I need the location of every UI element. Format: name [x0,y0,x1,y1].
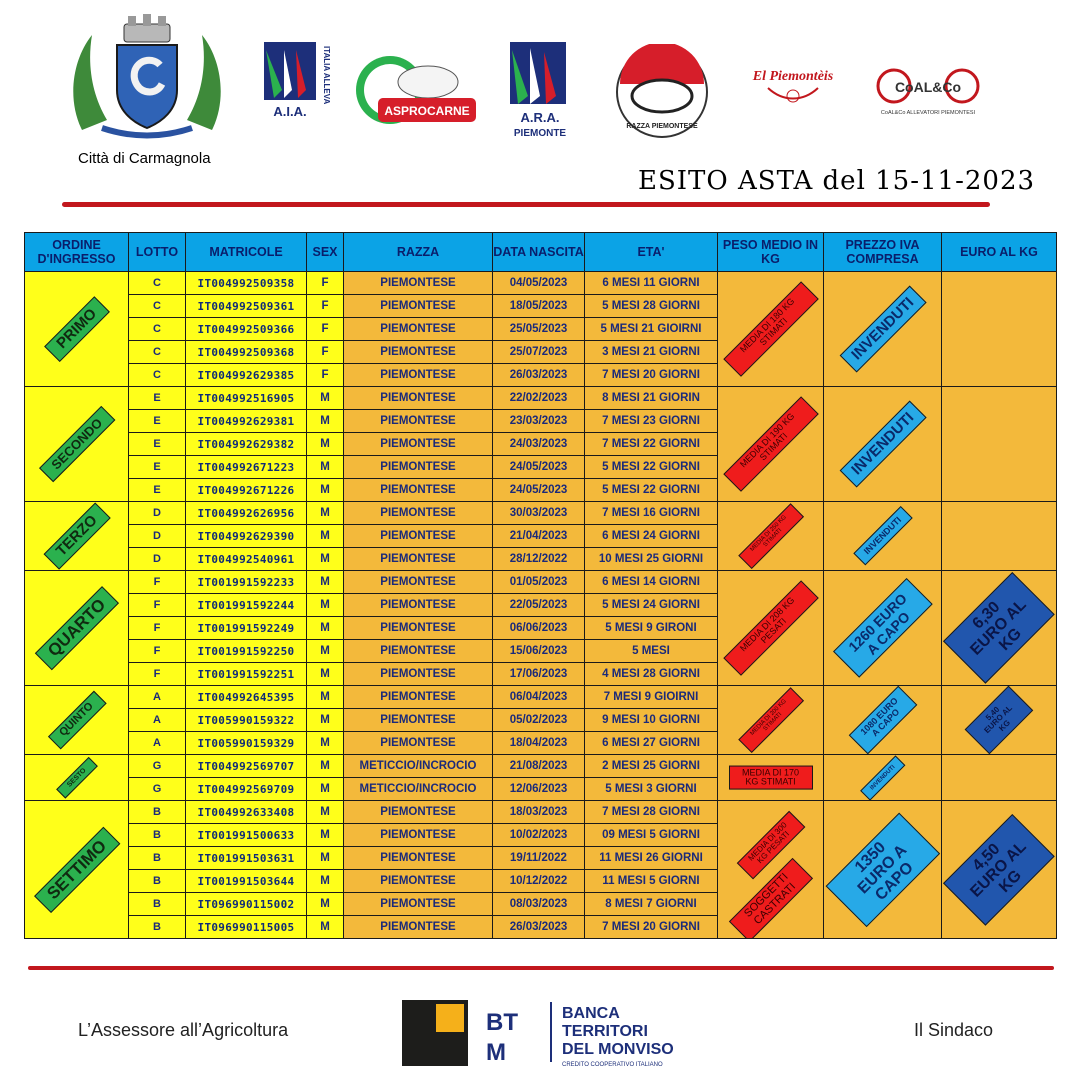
matricola-cell: IT004992671223 [186,456,307,479]
matricola-cell: IT001991592251 [186,663,307,686]
matricola-cell: IT004992629385 [186,364,307,387]
el-piemonteis-logo [728,62,858,112]
lotto-cell: E [129,410,186,433]
peso-tag: MEDIA DI 250 KG STIMATI [738,503,803,568]
lotto-cell: C [129,295,186,318]
peso-tag: MEDIA DI 170 KG STIMATI [729,765,813,790]
bank-mark-bottom: M [486,1039,506,1066]
eta-cell: 5 MESI 28 GIORNI [585,295,718,318]
group-name-tag: SESTO [56,757,98,799]
prezzo-tag: INVENDUTI [860,755,906,801]
eta-cell: 8 MESI 7 GIORNI [585,893,718,916]
matricola-cell: IT001991592233 [186,571,307,594]
col-data: DATA NASCITA [493,233,585,272]
eta-cell: 5 MESI 22 GIORNI [585,479,718,502]
lotto-cell: D [129,525,186,548]
lotto-cell: F [129,617,186,640]
euro-kg-tag: 6,30 EURO AL KG [943,572,1055,684]
razza-cell: PIEMONTESE [344,824,493,847]
col-ordine: ORDINE D'INGRESSO [25,233,129,272]
matricola-cell: IT001991592249 [186,617,307,640]
sex-cell: M [307,709,344,732]
matricola-cell: IT004992509358 [186,272,307,295]
eta-cell: 5 MESI [585,640,718,663]
razza-cell: PIEMONTESE [344,847,493,870]
castrati-tag: SOGGETTI CASTRATI [728,858,812,939]
sex-cell: F [307,341,344,364]
razza-cell: PIEMONTESE [344,479,493,502]
razza-cell: PIEMONTESE [344,272,493,295]
data-nascita-cell: 18/04/2023 [493,732,585,755]
razza-cell: PIEMONTESE [344,502,493,525]
eta-cell: 7 MESI 20 GIORNI [585,916,718,939]
data-nascita-cell: 21/04/2023 [493,525,585,548]
eta-cell: 7 MESI 28 GIORNI [585,801,718,824]
table-body [25,272,1057,939]
razza-cell: PIEMONTESE [344,594,493,617]
sex-cell: M [307,617,344,640]
matricola-cell: IT004992509368 [186,341,307,364]
razza-cell: PIEMONTESE [344,617,493,640]
razza-cell: PIEMONTESE [344,456,493,479]
eta-cell: 9 MESI 10 GIORNI [585,709,718,732]
matricola-cell: IT096990115005 [186,916,307,939]
matricola-cell: IT004992645395 [186,686,307,709]
data-nascita-cell: 25/05/2023 [493,318,585,341]
table-row [25,755,1057,778]
lotto-cell: D [129,548,186,571]
data-nascita-cell: 26/03/2023 [493,364,585,387]
col-matricole: MATRICOLE [186,233,307,272]
sex-cell: M [307,479,344,502]
lotto-cell: A [129,709,186,732]
prezzo-tag: INVENDUTI [853,506,912,565]
table-row [25,272,1057,295]
peso-cell [718,387,824,502]
lotto-cell: D [129,502,186,525]
data-nascita-cell: 06/06/2023 [493,617,585,640]
razza-cell: PIEMONTESE [344,571,493,594]
data-nascita-cell: 12/06/2023 [493,778,585,801]
data-nascita-cell: 18/05/2023 [493,295,585,318]
prezzo-cell [824,387,942,502]
sex-cell: F [307,318,344,341]
eta-cell: 5 MESI 9 GIRONI [585,617,718,640]
razza-cell: PIEMONTESE [344,341,493,364]
eta-cell: 3 MESI 21 GIORNI [585,341,718,364]
eta-cell: 6 MESI 11 GIORNI [585,272,718,295]
col-razza: RAZZA [344,233,493,272]
euro-kg-tag: 4,50 EURO AL KG [943,814,1055,926]
data-nascita-cell: 22/05/2023 [493,594,585,617]
razza-piemontese-logo [608,44,716,140]
matricola-cell: IT004992516905 [186,387,307,410]
eta-cell: 7 MESI 16 GIORNI [585,502,718,525]
matricola-cell: IT004992671226 [186,479,307,502]
sex-cell: M [307,663,344,686]
footer-sindaco: Il Sindaco [914,1020,994,1040]
lotto-cell: G [129,778,186,801]
table-row [25,387,1057,410]
city-crest-logo [62,10,232,140]
group-name-tag: SETTIMO [34,827,120,913]
matricola-cell: IT005990159322 [186,709,307,732]
prezzo-tag: 1080 EURO A CAPO [848,686,917,755]
col-eta: ETA' [585,233,718,272]
data-nascita-cell: 05/02/2023 [493,709,585,732]
lotto-cell: B [129,801,186,824]
matricola-cell: IT004992509366 [186,318,307,341]
sex-cell: M [307,410,344,433]
ordine-cell [25,686,129,755]
eta-cell: 8 MESI 21 GIORIN [585,387,718,410]
razza-cell: PIEMONTESE [344,870,493,893]
euro-kg-cell [942,801,1057,939]
group-name-tag: QUINTO [47,691,105,749]
razza-cell: PIEMONTESE [344,295,493,318]
eta-cell: 5 MESI 22 GIORNI [585,456,718,479]
lotto-cell: B [129,847,186,870]
sex-cell: M [307,916,344,939]
razza-cell: PIEMONTESE [344,801,493,824]
data-nascita-cell: 25/07/2023 [493,341,585,364]
sex-cell: M [307,893,344,916]
matricola-cell: IT004992509361 [186,295,307,318]
bank-logo [402,996,702,1070]
table-row [25,502,1057,525]
eta-cell: 5 MESI 21 GIOIRNI [585,318,718,341]
eta-cell: 7 MESI 22 GIORNI [585,433,718,456]
sex-cell: M [307,387,344,410]
matricola-cell: IT096990115002 [186,893,307,916]
ordine-cell [25,272,129,387]
data-nascita-cell: 08/03/2023 [493,893,585,916]
matricola-cell: IT001991500633 [186,824,307,847]
bank-mark-top: BT [486,1009,518,1036]
lotto-cell: C [129,341,186,364]
ordine-cell [25,387,129,502]
lotto-cell: C [129,272,186,295]
eta-cell: 2 MESI 25 GIORNI [585,755,718,778]
sex-cell: M [307,571,344,594]
sex-cell: M [307,502,344,525]
peso-cell [718,801,824,939]
prezzo-cell [824,571,942,686]
sex-cell: M [307,732,344,755]
razza-cell: METICCIO/INCROCIO [344,778,493,801]
table-row [25,801,1057,824]
razza-cell: PIEMONTESE [344,916,493,939]
coalvi-text: CoAL&Co [894,79,962,95]
ordine-cell [25,801,129,939]
matricola-cell: IT004992629381 [186,410,307,433]
matricola-cell: IT004992629382 [186,433,307,456]
lotto-cell: B [129,916,186,939]
data-nascita-cell: 10/12/2022 [493,870,585,893]
top-divider [62,202,990,207]
sex-cell: M [307,433,344,456]
lotto-cell: E [129,479,186,502]
coalvi-sub-text: CoAL&Co ALLEVATORI PIEMONTESI [880,110,976,116]
data-nascita-cell: 21/08/2023 [493,755,585,778]
eta-cell: 11 MESI 5 GIORNI [585,870,718,893]
razza-cell: PIEMONTESE [344,433,493,456]
ara-sub-text: PIEMONTE [513,128,567,139]
prezzo-cell [824,755,942,801]
bank-tagline: CREDITO COOPERATIVO ITALIANO [562,1062,663,1068]
eta-cell: 11 MESI 26 GIORNI [585,847,718,870]
eta-cell: 7 MESI 23 GIORNI [585,410,718,433]
euro-kg-tag: 5,40 EURO AL KG [965,686,1034,755]
peso-tag: MEDIA DI 200 KG STIMATI [738,687,803,752]
razza-cell: PIEMONTESE [344,893,493,916]
data-nascita-cell: 01/05/2023 [493,571,585,594]
sex-cell: F [307,272,344,295]
lotto-cell: E [129,456,186,479]
lotto-cell: A [129,686,186,709]
eta-cell: 5 MESI 24 GIORNI [585,594,718,617]
razza-cell: PIEMONTESE [344,318,493,341]
prezzo-cell [824,502,942,571]
prezzo-cell [824,686,942,755]
sex-cell: M [307,755,344,778]
sex-cell: M [307,870,344,893]
prezzo-cell [824,272,942,387]
euro-kg-cell [942,502,1057,571]
aia-logo [262,40,332,130]
asprocarne-logo [350,52,478,128]
matricola-cell: IT005990159329 [186,732,307,755]
group-name-tag: TERZO [43,503,110,570]
prezzo-cell [824,801,942,939]
piemonteis-text: El Piemontèis [752,69,834,84]
sex-cell: M [307,686,344,709]
peso-tag: MEDIA DI 190 KG STIMATI [723,396,818,491]
sex-cell: M [307,548,344,571]
page-title: ESITO ASTA del 15-11-2023 [638,166,1036,196]
peso-cell [718,272,824,387]
peso-tag: MEDIA DI 180 KG STIMATI [723,281,818,376]
data-nascita-cell: 24/03/2023 [493,433,585,456]
ordine-cell [25,755,129,801]
peso-tag: MEDIA DI 300 KG PESATI [736,811,804,879]
data-nascita-cell: 17/06/2023 [493,663,585,686]
lotto-cell: G [129,755,186,778]
matricola-cell: IT001991592244 [186,594,307,617]
euro-kg-cell [942,686,1057,755]
peso-tag: MEDIA DI 208 KG PESATI [723,580,818,675]
data-nascita-cell: 15/06/2023 [493,640,585,663]
ordine-cell [25,502,129,571]
lotto-cell: B [129,824,186,847]
data-nascita-cell: 10/02/2023 [493,824,585,847]
ordine-cell [25,571,129,686]
bank-line3: DEL MONVISO [562,1041,674,1058]
eta-cell: 7 MESI 20 GIORNI [585,364,718,387]
razza-cell: METICCIO/INCROCIO [344,755,493,778]
ara-text: A.R.A. [520,110,560,125]
matricola-cell: IT001991503631 [186,847,307,870]
eta-cell: 6 MESI 14 GIORNI [585,571,718,594]
sex-cell: M [307,640,344,663]
group-name-tag: QUARTO [34,586,118,670]
sex-cell: M [307,594,344,617]
col-euro: EURO AL KG [942,233,1057,272]
prezzo-tag: INVENDUTI [839,286,926,373]
data-nascita-cell: 22/02/2023 [493,387,585,410]
lotto-cell: C [129,318,186,341]
data-nascita-cell: 30/03/2023 [493,502,585,525]
bottom-divider [28,966,1054,970]
peso-cell [718,755,824,801]
lotto-cell: F [129,663,186,686]
peso-cell [718,571,824,686]
coalvi-logo [872,64,984,120]
lotto-cell: B [129,870,186,893]
col-sex: SEX [307,233,344,272]
lotto-cell: E [129,433,186,456]
peso-cell [718,502,824,571]
bank-line1: BANCA [562,1005,620,1022]
razza-text: RAZZA PIEMONTESE [626,123,698,130]
euro-kg-cell [942,272,1057,387]
eta-cell: 5 MESI 3 GIORNI [585,778,718,801]
asprocarne-text: ASPROCARNE [384,104,470,118]
lotto-cell: F [129,571,186,594]
bank-line2: TERRITORI [562,1023,648,1040]
eta-cell: 09 MESI 5 GIORNI [585,824,718,847]
lotto-cell: C [129,364,186,387]
data-nascita-cell: 06/04/2023 [493,686,585,709]
euro-kg-cell [942,755,1057,801]
sex-cell: M [307,801,344,824]
razza-cell: PIEMONTESE [344,640,493,663]
lotto-cell: B [129,893,186,916]
razza-cell: PIEMONTESE [344,387,493,410]
data-nascita-cell: 04/05/2023 [493,272,585,295]
euro-kg-cell [942,387,1057,502]
data-nascita-cell: 26/03/2023 [493,916,585,939]
eta-cell: 7 MESI 9 GIOIRNI [585,686,718,709]
prezzo-tag: 1350 EURO A CAPO [825,812,940,927]
matricola-cell: IT001991503644 [186,870,307,893]
razza-cell: PIEMONTESE [344,525,493,548]
lotto-cell: A [129,732,186,755]
lotto-cell: E [129,387,186,410]
razza-cell: PIEMONTESE [344,732,493,755]
ara-piemonte-logo [500,40,584,140]
table-header-row [25,233,1057,272]
data-nascita-cell: 23/03/2023 [493,410,585,433]
prezzo-tag: INVENDUTI [839,401,926,488]
col-peso: PESO MEDIO IN KG [718,233,824,272]
sex-cell: F [307,295,344,318]
matricola-cell: IT004992626956 [186,502,307,525]
aia-text: A.I.A. [273,104,307,119]
eta-cell: 6 MESI 24 GIORNI [585,525,718,548]
razza-cell: PIEMONTESE [344,364,493,387]
group-name-tag: PRIMO [44,296,110,362]
footer-assessore: L’Assessore all’Agricoltura [78,1020,289,1040]
razza-cell: PIEMONTESE [344,709,493,732]
sex-cell: M [307,778,344,801]
matricola-cell: IT004992569707 [186,755,307,778]
group-name-tag: SECONDO [39,406,115,482]
aia-side-text: ITALIA ALLEVA [322,46,331,105]
col-lotto: LOTTO [129,233,186,272]
prezzo-tag: 1260 EURO A CAPO [833,578,933,678]
lotto-cell: F [129,640,186,663]
razza-cell: PIEMONTESE [344,548,493,571]
lotto-cell: F [129,594,186,617]
razza-cell: PIEMONTESE [344,686,493,709]
matricola-cell: IT004992569709 [186,778,307,801]
data-nascita-cell: 24/05/2023 [493,479,585,502]
data-nascita-cell: 19/11/2022 [493,847,585,870]
razza-cell: PIEMONTESE [344,663,493,686]
col-prezzo: PREZZO IVA COMPRESA [824,233,942,272]
data-nascita-cell: 24/05/2023 [493,456,585,479]
auction-table [24,232,1057,939]
data-nascita-cell: 28/12/2022 [493,548,585,571]
table-row [25,571,1057,594]
eta-cell: 4 MESI 28 GIORNI [585,663,718,686]
matricola-cell: IT001991592250 [186,640,307,663]
matricola-cell: IT004992629390 [186,525,307,548]
peso-cell [718,686,824,755]
eta-cell: 10 MESI 25 GIORNI [585,548,718,571]
euro-kg-cell [942,571,1057,686]
eta-cell: 6 MESI 27 GIORNI [585,732,718,755]
sex-cell: M [307,847,344,870]
city-name: Città di Carmagnola [78,150,211,167]
sex-cell: F [307,364,344,387]
table-row [25,686,1057,709]
razza-cell: PIEMONTESE [344,410,493,433]
sex-cell: M [307,824,344,847]
data-nascita-cell: 18/03/2023 [493,801,585,824]
matricola-cell: IT004992540961 [186,548,307,571]
matricola-cell: IT004992633408 [186,801,307,824]
sex-cell: M [307,456,344,479]
sex-cell: M [307,525,344,548]
